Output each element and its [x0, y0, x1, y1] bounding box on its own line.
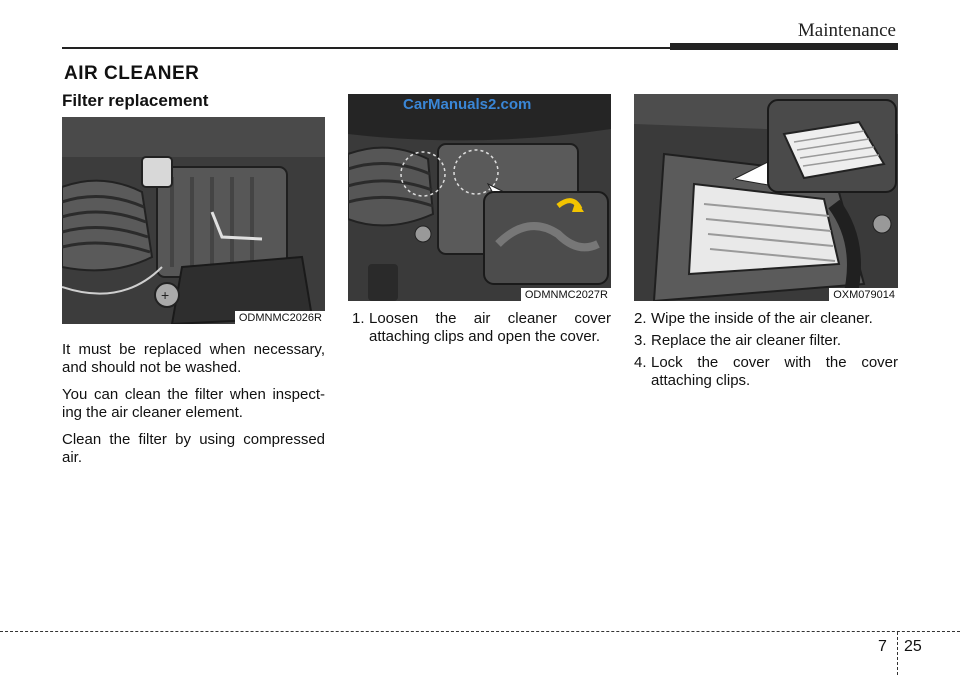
figure-3-image — [634, 94, 898, 301]
paragraph: It must be replaced when necessary, and should not be washed. — [62, 341, 325, 376]
header-title: Maintenance — [797, 20, 896, 41]
watermark: CarManuals2.com — [403, 96, 532, 113]
step-text: Replace the air cleaner filter. — [651, 332, 842, 349]
step-number: 3. — [634, 332, 647, 349]
paragraph: Clean the filter by using compressed air. — [62, 431, 325, 466]
step-text: Loosen the air cleaner cover attaching clips and open the cover. — [369, 310, 611, 345]
paragraph: You can clean the filter when inspect-ing the air cleaner element. — [62, 386, 325, 421]
figure-code: ODMNMC2027R — [521, 288, 611, 301]
col2-steps — [352, 310, 611, 350]
footer-rule — [0, 631, 960, 632]
page-number: 25 — [904, 638, 922, 655]
figure-1-image — [62, 117, 325, 324]
figure-2-image — [348, 94, 611, 301]
step-number: 2. — [634, 310, 647, 327]
step-text: Lock the cover with the cover attaching clips. — [651, 354, 898, 389]
section-title: AIR CLEANER — [64, 63, 200, 84]
step-number: 1. — [352, 310, 365, 327]
step-item — [634, 310, 898, 328]
step-item — [634, 354, 898, 390]
step-number: 4. — [634, 354, 647, 371]
step-item — [352, 310, 611, 346]
header-rule-thick — [670, 43, 898, 50]
figure-code: OXM079014 — [829, 288, 898, 301]
step-item — [634, 332, 898, 350]
col1-text — [62, 341, 325, 476]
page-separator — [897, 632, 898, 675]
sub-title: Filter replacement — [62, 91, 209, 110]
step-text: Wipe the inside of the air cleaner. — [651, 310, 873, 327]
svg-text:+: + — [161, 287, 170, 303]
figure-code: ODMNMC2026R — [235, 311, 325, 324]
chapter-number: 7 — [878, 638, 887, 655]
header-rule — [62, 47, 670, 49]
col3-steps — [634, 310, 898, 394]
